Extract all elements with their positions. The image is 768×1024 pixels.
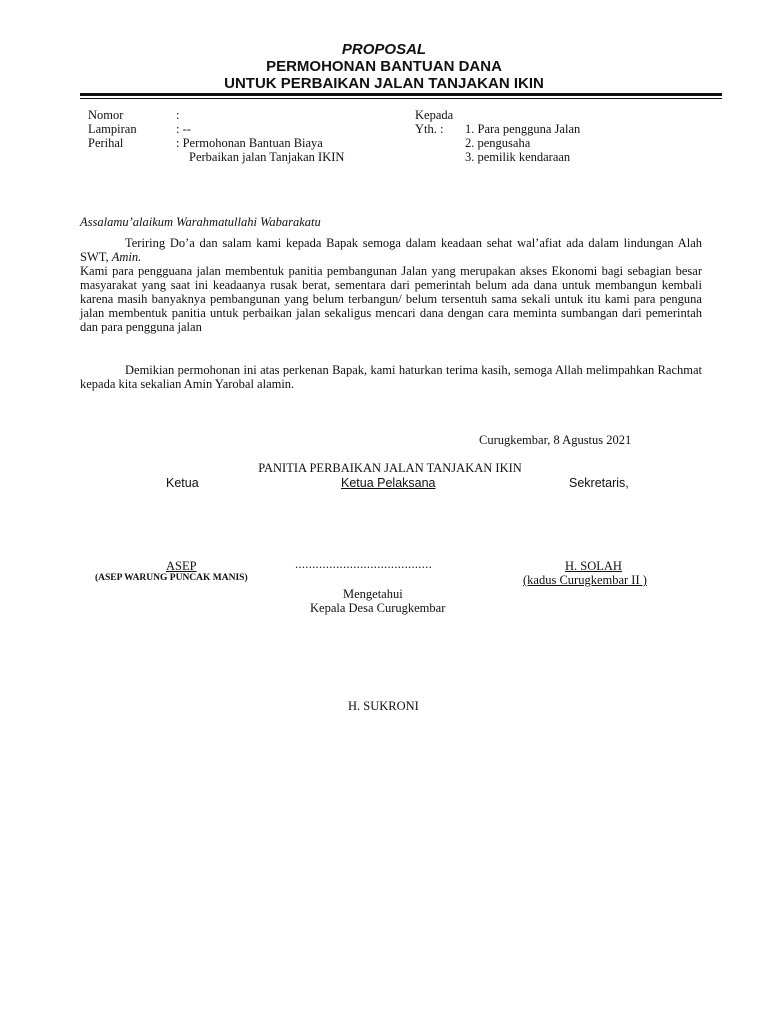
sekretaris-signatory-name: H. SOLAH (565, 559, 622, 573)
yth-label: Yth. : (415, 122, 444, 136)
header-divider-thin (80, 98, 722, 99)
pelaksana-signature-line: ........................................ (295, 557, 432, 571)
lampiran-value: : -- (176, 122, 191, 136)
proposal-title: PROPOSAL (341, 41, 427, 58)
proposal-subtitle-2: UNTUK PERBAIKAN JALAN TANJAKAN IKIN (224, 75, 544, 92)
perihal-value-1: : Permohonan Bantuan Biaya (176, 136, 323, 150)
recipient-item: 1. Para pengguna Jalan (465, 122, 581, 136)
kepada-label: Kepada (415, 108, 454, 122)
paragraph-opening (80, 236, 702, 264)
kepala-desa-name: H. SUKRONI (348, 699, 419, 713)
sekretaris-label: Sekretaris, (569, 476, 629, 490)
paragraph-main: Kami para pengguana jalan membentuk panitia pembangunan Jalan yang merupakan akses Ekonomi bagi sebagian besar masyarakat yang saat ini keadaanya rusak berat, sementara dari pemerintah belum ada dana untuk membangun kembali karena masih banyaknya pembangunan yang belum terbangun/ belum tersentuh sama sekali untuk itu kami para penguna jalan membentuk panitia untuk perbaikan jalan sekaligus mencari dana dengan cara meminta sumbangan dari pemerintah dan para pengguna jalan (80, 264, 702, 334)
proposal-subtitle-1: PERMOHONAN BANTUAN DANA (266, 58, 502, 75)
greeting: Assalamu’alaikum Warahmatullahi Wabarakatu (80, 215, 321, 229)
recipient-item: 2. pengusaha (465, 136, 531, 150)
perihal-label: Perihal (88, 136, 124, 150)
paragraph-opening-text: Teriring Do’a dan salam kami kepada Bapak semoga dalam keadaan sehat wal’afiat ada dalam lindungan Alah SWT, (80, 236, 702, 264)
ketua-label: Ketua (166, 476, 199, 490)
recipient-item: 3. pemilik kendaraan (465, 150, 571, 164)
amin-text: Amin. (111, 250, 142, 264)
kepala-desa-label: Kepala Desa Curugkembar (310, 601, 446, 615)
perihal-value-2: Perbaikan jalan Tanjakan IKIN (189, 150, 345, 164)
paragraph-closing: Demikian permohonan ini atas perkenan Bapak, kami haturkan terima kasih, semoga Allah melimpahkan Rachmat kepada kita sekalian Amin Yarobal alamin. (80, 363, 702, 391)
header-divider-thick (80, 93, 722, 96)
nomor-label: Nomor (88, 108, 124, 122)
committee-name: PANITIA PERBAIKAN JALAN TANJAKAN IKIN (258, 461, 522, 475)
sekretaris-signatory-note: (kadus Curugkembar II ) (523, 573, 647, 587)
ketua-signatory-note: (ASEP WARUNG PUNCAK MANIS) (95, 573, 248, 583)
nomor-separator: : (176, 108, 180, 122)
place-date: Curugkembar, 8 Agustus 2021 (479, 433, 632, 447)
lampiran-label: Lampiran (88, 122, 137, 136)
ketua-signatory-name: ASEP (166, 559, 197, 573)
mengetahui-label: Mengetahui (343, 587, 403, 601)
ketua-pelaksana-label: Ketua Pelaksana (341, 476, 436, 490)
